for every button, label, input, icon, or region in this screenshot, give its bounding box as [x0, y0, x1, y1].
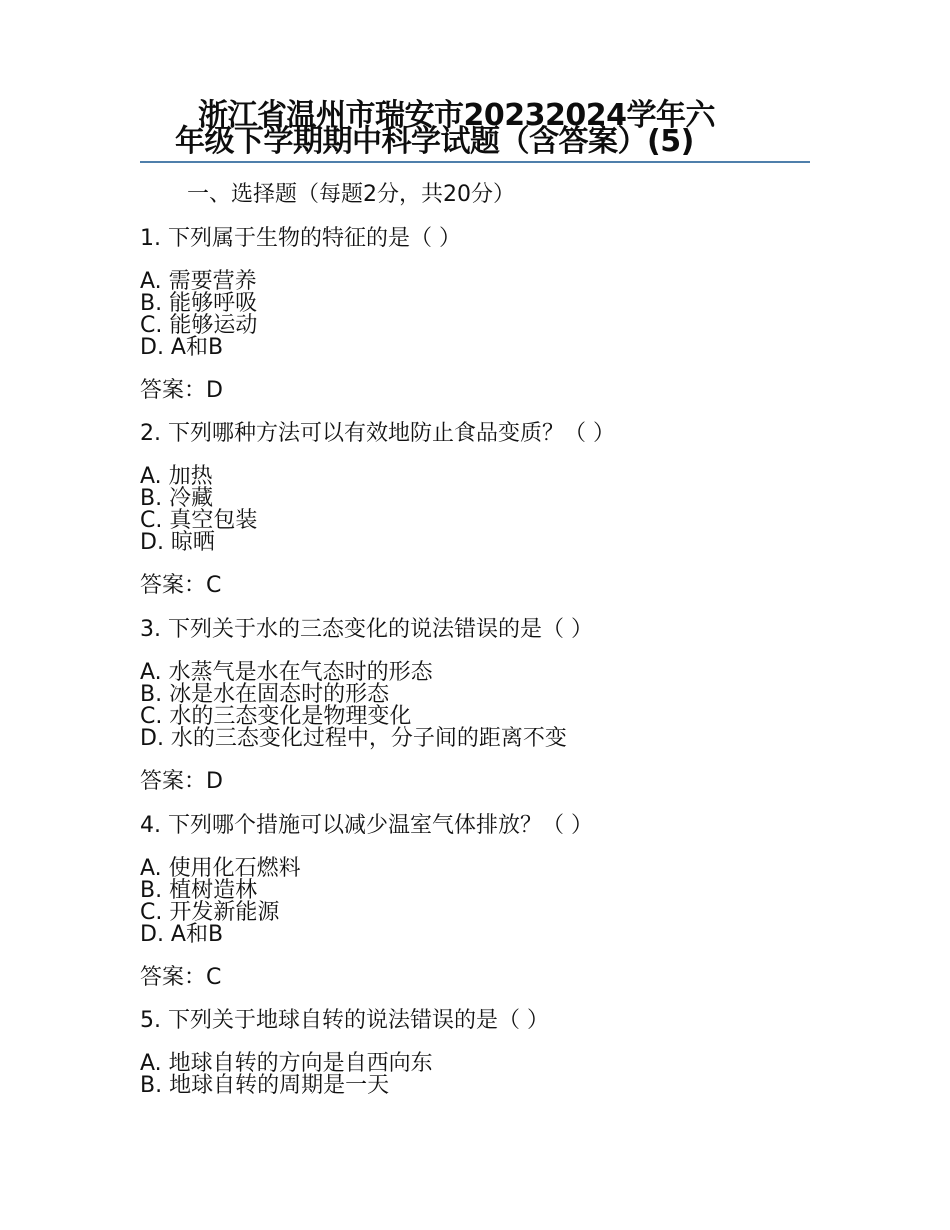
question-block	[140, 420, 820, 600]
option-a: A. 使用化石燃料	[140, 856, 301, 881]
option-b: B. 冰是水在固态时的形态	[140, 682, 390, 707]
question-text: 2. 下列哪种方法可以有效地防止食品变质？（ ）	[140, 421, 615, 446]
option-c: C. 水的三态变化是物理变化	[140, 704, 412, 729]
option-c: C. 能够运动	[140, 313, 258, 338]
options-list	[140, 271, 820, 359]
options-list	[140, 858, 820, 946]
question-block	[140, 812, 820, 992]
title-line-2: 年级下学期期中科学试题（含答案）(5)	[175, 124, 694, 159]
option-b: B. 冷藏	[140, 486, 214, 511]
options-list	[140, 466, 820, 554]
option-b: B. 地球自转的周期是一天	[140, 1073, 390, 1098]
option-c: C. 真空包装	[140, 508, 258, 533]
option-a: A. 地球自转的方向是自西向东	[140, 1051, 433, 1076]
answer-text: 答案：C	[140, 573, 222, 598]
options-list	[140, 662, 820, 750]
answer-text: 答案：D	[140, 378, 223, 403]
document-title	[140, 98, 810, 159]
option-d: D. A和B	[140, 922, 224, 947]
question-text: 1. 下列属于生物的特征的是（ ）	[140, 226, 461, 251]
option-a: A. 水蒸气是水在气态时的形态	[140, 660, 433, 685]
question-block	[140, 225, 820, 405]
options-list	[140, 1053, 820, 1097]
option-d: D. 晾晒	[140, 530, 215, 555]
option-d: D. A和B	[140, 335, 224, 360]
question-text: 3. 下列关于水的三态变化的说法错误的是（ ）	[140, 617, 593, 642]
question-block	[140, 616, 820, 796]
question-text: 5. 下列关于地球自转的说法错误的是（ ）	[140, 1008, 549, 1033]
title-line-1: 浙江省温州市瑞安市20232024学年六	[198, 98, 715, 133]
option-b: B. 能够呼吸	[140, 291, 258, 316]
option-c: C. 开发新能源	[140, 900, 280, 925]
section-heading: 一、选择题（每题2分，共20分）	[187, 182, 515, 207]
answer-text: 答案：C	[140, 965, 222, 990]
option-b: B. 植树造林	[140, 878, 258, 903]
option-d: D. 水的三态变化过程中，分子间的距离不变	[140, 726, 567, 751]
option-a: A. 加热	[140, 464, 213, 489]
question-block	[140, 1007, 820, 1097]
answer-text: 答案：D	[140, 769, 223, 794]
title-underline	[140, 161, 810, 163]
option-a: A. 需要营养	[140, 269, 257, 294]
question-text: 4. 下列哪个措施可以减少温室气体排放？（ ）	[140, 813, 593, 838]
